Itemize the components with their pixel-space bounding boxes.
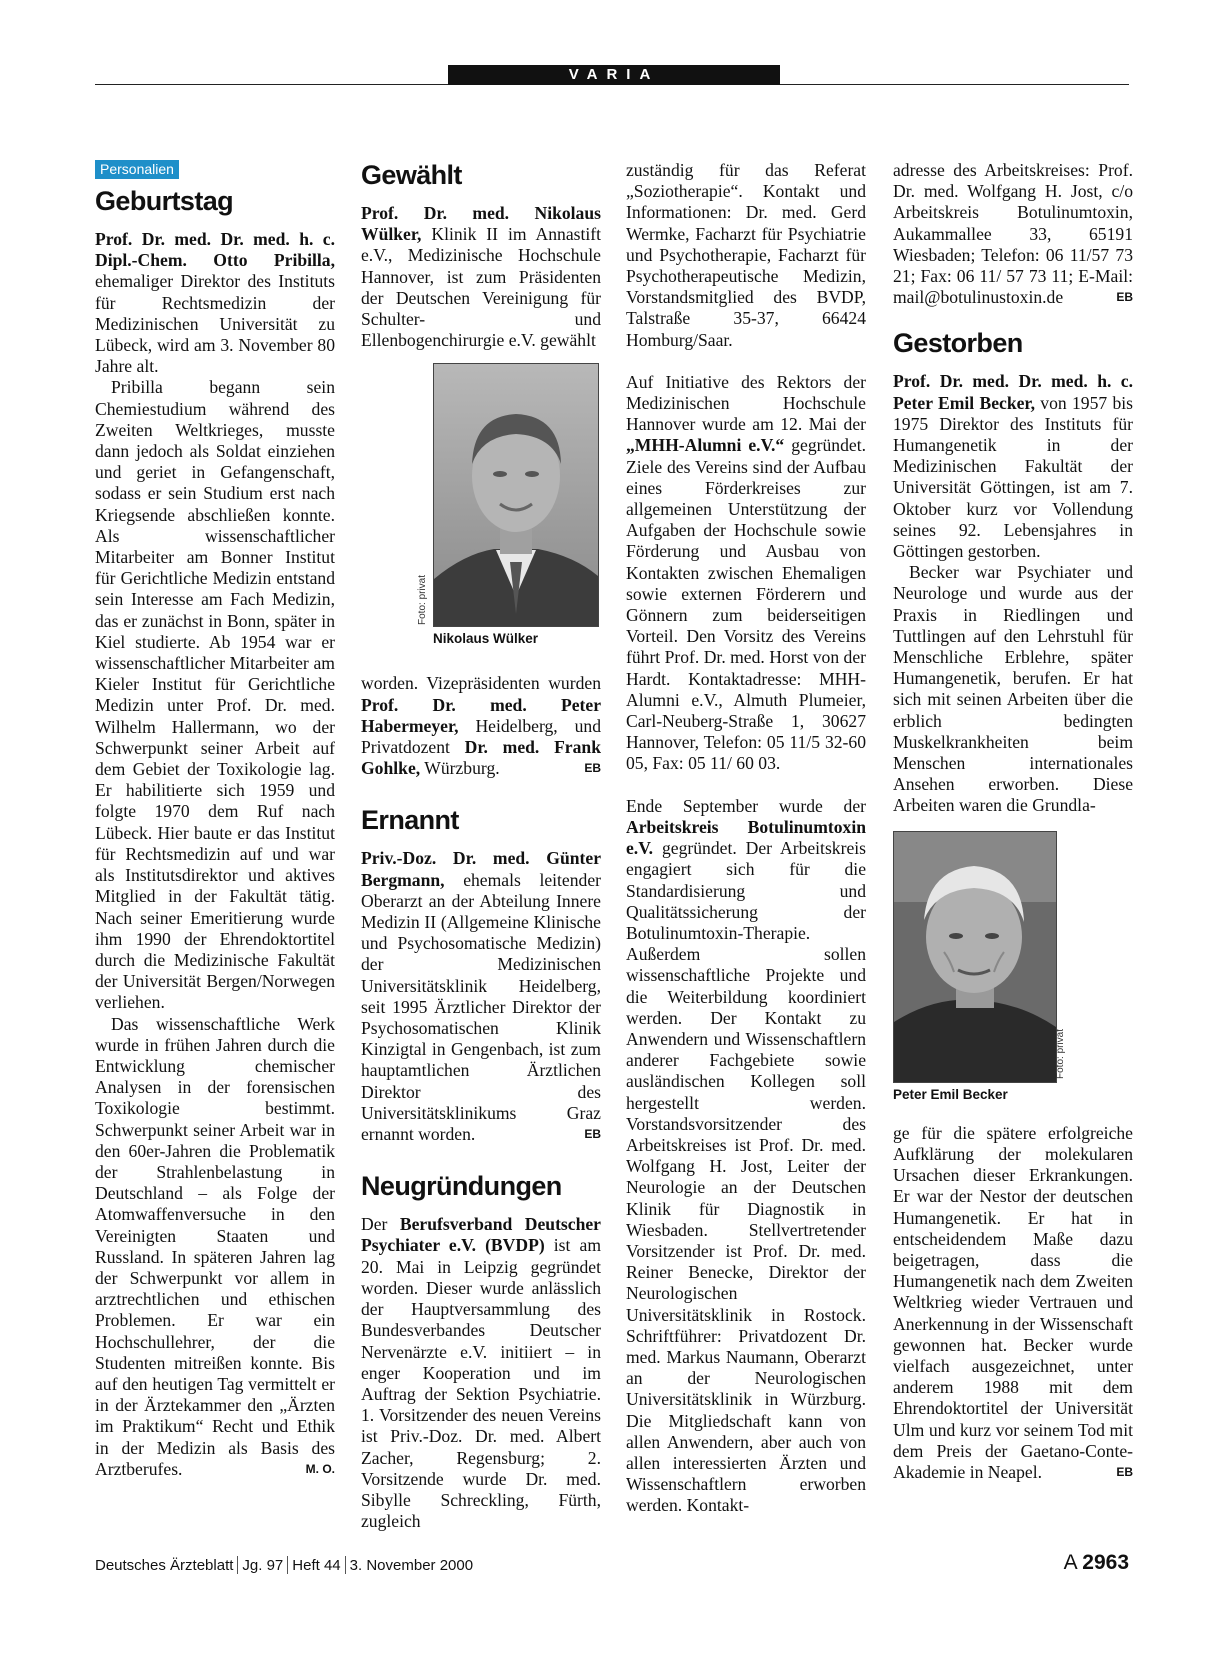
author-signature: EB [1116, 1464, 1133, 1479]
person-name: Dr. med. Frank Gohlke, [361, 737, 601, 779]
column-1 [95, 160, 335, 1480]
person-name: Prof. Dr. med. Nikolaus Wülker, [361, 203, 601, 245]
section-header: VARIA [448, 65, 780, 85]
person-name: Priv.-Doz. Dr. med. Günter Bergmann, [361, 848, 601, 890]
footer-separator [287, 1556, 288, 1574]
heading-geburtstag: Geburtstag [95, 186, 234, 216]
paragraph: worden. Vizepräsidenten wurden Prof. Dr. med. Peter Habermeyer, Heidelberg, und Privatdozent Dr. med. Frank Gohlke, Würzburg. EB [361, 673, 601, 779]
photo-figure-becker [893, 831, 1133, 1109]
column-4 [893, 160, 1133, 1483]
footer-separator [345, 1556, 346, 1574]
portrait-photo-wuelker [433, 363, 599, 627]
person-name: Prof. Dr. med. Dr. med. h. c. Dipl.-Chem. Otto Pribilla, [95, 229, 335, 271]
photo-caption: Peter Emil Becker [893, 1086, 1008, 1102]
photo-credit: Foto: privat [417, 575, 428, 626]
organization-name: Arbeitskreis Botulinumtoxin e.V. [626, 816, 866, 859]
journal-name: Deutsches Ärzteblatt [95, 1557, 234, 1574]
heading-gestorben: Gestorben [893, 328, 1023, 359]
author-signature: EB [1116, 290, 1133, 305]
organization-name: Berufsverband Deutscher Psychiater e.V. (BVDP) [361, 1214, 601, 1256]
issue-date: 3. November 2000 [349, 1557, 474, 1574]
person-name: Prof. Dr. med. Dr. med. h. c. Peter Emil Becker, [893, 371, 1133, 413]
photo-caption: Nikolaus Wülker [433, 631, 539, 647]
paragraph: zuständig für das Referat „Soziotherapie“. Kontakt und Informationen: Dr. med. Gerd Wermke, Facharzt für Psychiatrie und Psychotherapie, Facharzt für Psychotherapeutische Medizin, Vorstandsmitglied des BVDP, Talstraße 35-37, 66424 Homburg/Saar. [626, 160, 866, 350]
footer-separator [237, 1556, 238, 1574]
paragraph: Auf Initiative des Rektors der Medizinischen Hochschule Hannover wurde am 12. Mai der „MHH-Alumni e.V.“ gegründet. Ziele des Vereins sind der Aufbau eines Förderkreises zur allgemeinen Unterstützung der Aufgaben der Hochschule sowie Förderung und Ausbau von Kontakten zwischen Ehemaligen sowie externen Förderern und Gönnern zum beiderseitigen Vorteil. Den Vorsitz des Vereins führt Prof. Dr. med. Horst von der Hardt. Kontaktadresse: MHH-Alumni e.V., Almuth Plumeier, Carl-Neuberg-Straße 1, 30627 Hannover, Telefon: 05 11/5 32-60 05, Fax: 05 11/ 60 03. [626, 371, 866, 774]
author-signature: EB [584, 1127, 601, 1142]
journal-volume: Jg. 97 [242, 1557, 284, 1574]
photo-figure-wuelker [361, 363, 601, 659]
paragraph: Prof. Dr. med. Nikolaus Wülker, Klinik II im Annastift e.V., Medizinische Hochschule Hannover, ist zum Präsidenten der Deutschen Vereinigung für Schulter- und Ellenbogenchirurgie e.V. gewählt [361, 203, 601, 351]
author-signature: M. O. [305, 1461, 335, 1476]
heading-neugruendungen: Neugründungen [361, 1171, 562, 1202]
portrait-photo-becker [893, 831, 1057, 1083]
paragraph: Der Berufsverband Deutscher Psychiater e.V. (BVDP) ist am 20. Mai in Leipzig gegründet worden. Dieser wurde anlässlich der Hauptversammlung des Bundesverbandes Deutscher Nervenärzte e.V. initiiert – in enger Kooperation und im Auftrag der Sektion Psychiatrie. 1. Vorsitzender des neuen Vereins ist Priv.-Doz. Dr. med. Albert Zacher, Regensburg; 2. Vorsitzende wurde Dr. med. Sibylle Schreckling, Fürth, zugleich [361, 1214, 601, 1532]
paragraph: Ende September wurde der Arbeitskreis Botulinumtoxin e.V. gegründet. Der Arbeitskreis engagiert sich für die Standardisierung und Qualitätssicherung der Botulinumtoxin-Therapie. Außerdem sollen wissenschaftliche Projekte und die Weiterbildung koordiniert werden. Der Kontakt zu Anwendern und Wissenschaftlern anderer Fachgebiete sowie ausländischen Kollegen soll hergestellt werden. Vorstandsvorsitzender des Arbeitskreises ist Prof. Dr. med. Wolfgang H. Jost, Leiter der Neurologie an der Deutschen Klinik für Diagnostik in Wiesbaden. Stellvertretender Vorsitzender ist Prof. Dr. med. Reiner Benecke, Direktor der Neurologischen Universitätsklinik in Rostock. Schriftführer: Privatdozent Dr. med. Markus Naumann, Oberarzt an der Neurologischen Universitätsklinik in Würzburg. Die Mitgliedschaft kann von allen Anwendern, aber auch von allen interessierten Ärzten und Wissenschaftlern erworben werden. Kontakt- [626, 795, 866, 1516]
column-3 [626, 160, 866, 1517]
page-number: A 2963 [1063, 1551, 1129, 1574]
category-tag: Personalien [95, 160, 179, 179]
paragraph: Becker war Psychiater und Neurologe und wurde aus der Praxis in Riedlingen und Tuttlingen auf den Lehrstuhl für Menschliche Erblehre, später Humangenetik, berufen. Er hat sich mit seinen Arbeiten über die erblich bedingten Muskelkrankheiten beim Menschen internationales Ansehen erworben. Diese Arbeiten waren die Grundla- [893, 562, 1133, 816]
column-2 [361, 160, 601, 1532]
heading-gewaehlt: Gewählt [361, 160, 462, 190]
paragraph: Das wissenschaftliche Werk wurde in frühen Jahren durch die Entwicklung chemischer Analysen in der forensischen Toxikologie bestimmt. Schwerpunkt seiner Arbeit war in den 60er-Jahren die Problematik der Strahlenbelastung in Deutschland – als Folge der Atomwaffenversuche in den Vereinigten Staaten und Russland. In späteren Jahren lag der Schwerpunkt vor allem in arztrechtlichen und ethischen Problemen. Er war ein Hochschullehrer, der die Studenten mitreißen konnte. Bis auf den heutigen Tag vermittelt er in der Ärztekammer den „Ärzten im Praktikum“ Recht und Ethik in der Medizin als Basis des Arztberufes. M. O. [95, 1013, 335, 1479]
paragraph: Prof. Dr. med. Dr. med. h. c. Peter Emil Becker, von 1957 bis 1975 Direktor des Instituts für Humangenetik in der Medizinischen Fakultät der Universität Göttingen, ist am 7. Oktober kurz vor Vollendung seines 92. Lebensjahres in Göttingen gestorben. [893, 371, 1134, 562]
organization-name: „MHH-Alumni e.V.“ [626, 435, 785, 456]
heading-ernannt: Ernannt [361, 805, 459, 836]
paragraph: adresse des Arbeitskreises: Prof. Dr. med. Wolfgang H. Jost, c/o Arbeitskreis Botulinumtoxin, Aukammallee 33, 65191 Wiesbaden; Telefon: 06 11/57 73 21; Fax: 06 11/ 57 73 11; E-Mail: mail@botulinustoxin.de EB [893, 160, 1133, 308]
paragraph: Prof. Dr. med. Dr. med. h. c. Dipl.-Chem. Otto Pribilla, ehemaliger Direktor des Instituts für Rechtsmedizin der Medizinischen Universität zu Lübeck, wird am 3. November 80 Jahre alt. [95, 229, 335, 377]
photo-credit: Foto: privat [1055, 1028, 1066, 1079]
journal-issue: Heft 44 [292, 1557, 341, 1574]
paragraph: Priv.-Doz. Dr. med. Günter Bergmann, ehemals leitender Oberarzt an der Abteilung Innere Medizin II (Allgemeine Klinische und Psychosomatische Medizin) der Medizinischen Universitätsklinik Heidelberg, seit 1995 Ärztlicher Direktor der Psychosomatischen Klinik Kinzigtal in Gengenbach, ist zum hauptamtlichen Ärztlichen Direktor des Universitätsklinikums Graz ernannt worden. EB [361, 848, 601, 1145]
person-name: Prof. Dr. med. Peter Habermeyer, [361, 694, 601, 736]
paragraph: Pribilla begann sein Chemiestudium während des Zweiten Weltkrieges, musste dann jedoch als Soldat einziehen und geriet in Gefangenschaft, sodass er sein Studium erst nach Kriegsende abschließen konnte. Als wissenschaftlicher Mitarbeiter am Bonner Institut für Gerichtliche Medizin entstand sein Interesse am Fach Medizin, das er zunächst in Bonn, später in Kiel studierte. Ab 1954 war er wissenschaftlicher Mitarbeiter am Kieler Institut für Gerichtliche Medizin unter Prof. Dr. med. Wilhelm Hallermann, wo der Schwerpunkt seiner Arbeit auf dem Gebiet der Toxikologie lag. Er habilitierte sich 1959 und folgte 1970 dem Ruf nach Lübeck. Hier baute er das Institut für Rechtsmedizin auf und war als Institutsdirektor und aktives Mitglied in der Fakultät tätig. Nach seiner Emeritierung wurde ihm 1990 der Ehrendoktortitel durch die Medizinische Fakultät der Universität Bergen/Norwegen verliehen. [95, 377, 335, 1013]
paragraph: ge für die spätere erfolgreiche Aufklärung der molekularen Ursachen dieser Erkrankungen. Er war der Nestor der deutschen Humangenetik. Er hat in entscheidendem Maße dazu beigetragen, dass die Humangenetik nach dem Zweiten Weltkrieg wieder Vertrauen und Anerkennung in der Wissenschaft gewonnen hat. Becker wurde vielfach ausgezeichnet, unter anderem 1988 mit dem Ehrendoktortitel der Universität Ulm und kurz vor seinem Tod mit dem Preis der Gaetano-Conte-Akademie in Neapel. EB [893, 1122, 1133, 1482]
footer-citation [95, 1556, 473, 1574]
author-signature: EB [584, 761, 601, 776]
